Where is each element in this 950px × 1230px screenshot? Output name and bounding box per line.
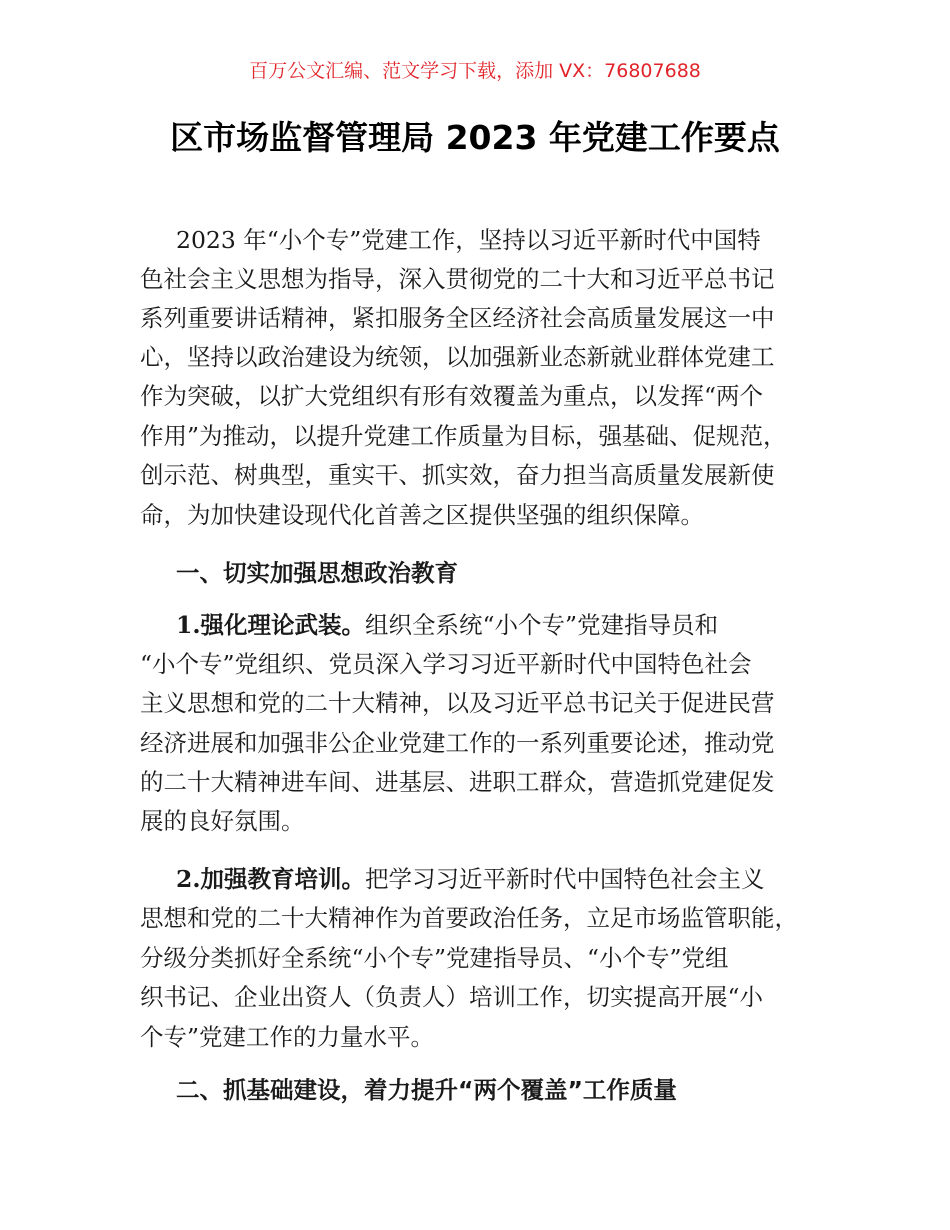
section-heading-2: 二、抓基础建设，着力提升“两个覆盖”工作质量 <box>176 1076 677 1104</box>
text-line <box>176 864 876 894</box>
text-line: 个专”党建工作的力量水平。 <box>140 1023 435 1051</box>
text-line <box>176 610 876 640</box>
watermark-banner: 百万公文汇编、范文学习下载，添加 VX：76807688 <box>249 60 701 82</box>
section-heading-1: 一、切实加强思想政治教育 <box>176 559 458 587</box>
text-line: 主义思想和党的二十大精神，以及习近平总书记关于促进民营 <box>140 689 775 717</box>
text-span: 把学习习近平新时代中国特色社会主义 <box>365 865 765 893</box>
text-line: 色社会主义思想为指导，深入贯彻党的二十大和习近平总书记 <box>140 265 775 293</box>
text-line: 作用”为推动，以提升党建工作质量为目标，强基础、促规范， <box>140 422 787 450</box>
text-line: 分级分类抓好全系统“小个专”党建指导员、“小个专”党组 <box>140 944 729 972</box>
document-title: 区市场监督管理局 2023 年党建工作要点 <box>170 118 780 157</box>
text-line: 系列重要讲话精神，紧扣服务全区经济社会高质量发展这一中 <box>140 304 775 332</box>
text-line: 的二十大精神进车间、进基层、进职工群众，营造抓党建促发 <box>140 768 775 796</box>
text-line: “小个专”党组织、党员深入学习习近平新时代中国特色社会 <box>140 650 752 678</box>
text-line: 作为突破，以扩大党组织有形有效覆盖为重点，以发挥“两个 <box>140 382 764 410</box>
text-line: 2023 年“小个专”党建工作，坚持以习近平新时代中国特 <box>176 226 761 254</box>
text-line: 思想和党的二十大精神作为首要政治任务，立足市场监管职能， <box>140 904 798 932</box>
text-line: 织书记、企业出资人（负责人）培训工作，切实提高开展“小 <box>140 983 764 1011</box>
text-line: 经济进展和加强非公企业党建工作的一系列重要论述，推动党 <box>140 729 775 757</box>
text-line: 命，为加快建设现代化首善之区提供坚强的组织保障。 <box>140 501 704 529</box>
item-lead: 1.强化理论武装。 <box>176 611 366 639</box>
text-line: 展的良好氛围。 <box>140 807 305 835</box>
text-line: 创示范、树典型，重实干、抓实效，奋力担当高质量发展新使 <box>140 461 775 489</box>
text-line: 心，坚持以政治建设为统领，以加强新业态新就业群体党建工 <box>140 343 775 371</box>
text-span: 组织全系统“小个专”党建指导员和 <box>365 611 719 639</box>
item-lead: 2.加强教育培训。 <box>176 865 366 893</box>
